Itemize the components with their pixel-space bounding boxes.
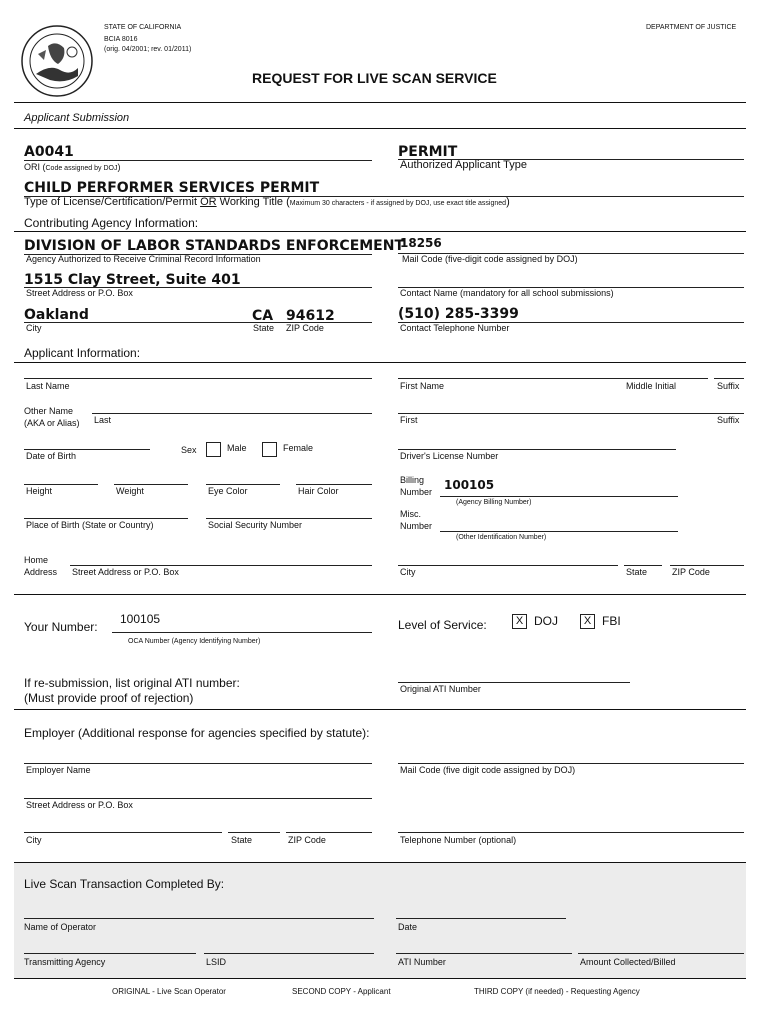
state-label: State (253, 323, 275, 333)
male-checkbox[interactable] (206, 442, 221, 457)
ssn-label: Social Security Number (208, 520, 303, 530)
billing-label: Billing (400, 475, 425, 485)
operator-name-line[interactable] (24, 918, 374, 919)
employer-city-label: City (26, 835, 42, 845)
aka-label: (AKA or Alias) (24, 418, 80, 428)
suffix-label: Suffix (717, 381, 740, 391)
transmitting-agency-label: Transmitting Agency (24, 957, 106, 967)
employer-zip-line[interactable] (286, 832, 372, 833)
weight-line[interactable] (114, 484, 188, 485)
home-zip-line[interactable] (670, 565, 744, 566)
hair-color-label: Hair Color (298, 486, 339, 496)
home-city-label: City (400, 567, 416, 577)
employer-phone-line[interactable] (398, 832, 744, 833)
city-value[interactable]: Oakland (24, 307, 89, 323)
employer-city-line[interactable] (24, 832, 222, 833)
dl-line[interactable] (398, 449, 676, 450)
ori-line (24, 160, 372, 161)
divider (14, 231, 746, 232)
employer-state-label: State (231, 835, 253, 845)
eye-color-line[interactable] (206, 484, 280, 485)
employer-mail-code-line[interactable] (398, 763, 744, 764)
employer-mail-code-label: Mail Code (five digit code assigned by DOJ) (400, 765, 576, 775)
misc-label-2: Number (400, 521, 433, 531)
street-label: Street Address or P.O. Box (26, 288, 133, 298)
form-title: REQUEST FOR LIVE SCAN SERVICE (252, 70, 497, 86)
divider (14, 594, 746, 595)
suffix-line[interactable] (714, 378, 744, 379)
resubmission-note: (Must provide proof of rejection) (24, 691, 194, 705)
home-street-line[interactable] (70, 565, 372, 566)
billing-label-2: Number (400, 487, 433, 497)
phone-label: Contact Telephone Number (400, 323, 510, 333)
home-city-line[interactable] (398, 565, 618, 566)
form-id: BCIA 8016 (104, 36, 138, 43)
employer-state-line[interactable] (228, 832, 280, 833)
dob-label: Date of Birth (26, 451, 77, 461)
oca-label: OCA Number (Agency Identifying Number) (128, 638, 261, 645)
aka-last-label: Last (94, 415, 112, 425)
male-label: Male (227, 443, 247, 453)
applicant-type-label: Authorized Applicant Type (400, 159, 527, 171)
resubmission-text: If re-submission, list original ATI number: (24, 676, 240, 690)
footer-copy-original: ORIGINAL - Live Scan Operator (112, 987, 226, 996)
dl-label: Driver's License Number (400, 451, 499, 461)
billing-sub-label: (Agency Billing Number) (456, 499, 532, 506)
first-name-line[interactable] (398, 378, 708, 379)
height-line[interactable] (24, 484, 98, 485)
agency-label: Agency Authorized to Receive Criminal Record Information (26, 254, 261, 264)
department-name: DEPARTMENT OF JUSTICE (646, 24, 737, 31)
employer-name-label: Employer Name (26, 765, 91, 775)
ori-value[interactable]: A0041 (24, 144, 74, 160)
misc-label: Misc. (400, 509, 421, 519)
applicant-type-value[interactable]: PERMIT (398, 144, 458, 160)
ssn-line[interactable] (206, 518, 372, 519)
transmitting-agency-line[interactable] (24, 953, 196, 954)
lsid-label: LSID (206, 957, 227, 967)
ori-label: ORI (Code assigned by DOJ) (24, 162, 121, 172)
section-heading-applicant-submission: Applicant Submission (24, 112, 130, 124)
aka-first-label: First (400, 415, 418, 425)
operator-name-label: Name of Operator (24, 922, 97, 932)
ati-number-line[interactable] (396, 953, 572, 954)
form-revision: (orig. 04/2001; rev. 01/2011) (104, 46, 192, 53)
home-state-line[interactable] (624, 565, 662, 566)
license-type-value[interactable]: CHILD PERFORMER SERVICES PERMIT (24, 180, 320, 196)
fbi-label: FBI (602, 614, 621, 628)
employer-name-line[interactable] (24, 763, 372, 764)
middle-initial-label: Middle Initial (626, 381, 677, 391)
hair-color-line[interactable] (296, 484, 372, 485)
female-checkbox[interactable] (262, 442, 277, 457)
pob-line[interactable] (24, 518, 188, 519)
divider (14, 128, 746, 129)
home-zip-label: ZIP Code (672, 567, 710, 577)
aka-first-line[interactable] (398, 413, 744, 414)
license-type-label: Type of License/Certification/Permit OR Working Title (Maximum 30 characters - if assigned by DOJ, use exact title assigned) (24, 196, 510, 208)
home-street-label: Street Address or P.O. Box (72, 567, 179, 577)
last-name-label: Last Name (26, 381, 70, 391)
section-heading-employer: Employer (Additional response for agencies specified by statute): (24, 726, 370, 740)
amount-line[interactable] (578, 953, 744, 954)
height-label: Height (26, 486, 53, 496)
section-heading-applicant-info: Applicant Information: (24, 346, 141, 360)
state-seal-logo (20, 24, 94, 98)
aka-last-line[interactable] (92, 413, 372, 414)
your-number-label: Your Number: (24, 620, 98, 634)
street-value[interactable]: 1515 Clay Street, Suite 401 (24, 272, 241, 288)
lsid-line[interactable] (204, 953, 374, 954)
employer-street-line[interactable] (24, 798, 372, 799)
state-value[interactable]: CA (252, 308, 274, 324)
city-label: City (26, 323, 42, 333)
doj-label: DOJ (534, 614, 558, 628)
divider (14, 709, 746, 710)
dob-line[interactable] (24, 449, 150, 450)
weight-label: Weight (116, 486, 144, 496)
agency-value[interactable]: DIVISION OF LABOR STANDARDS ENFORCEMENT (24, 238, 405, 254)
misc-sub-label: (Other Identification Number) (456, 534, 547, 541)
divider (14, 362, 746, 363)
your-number-value[interactable]: 100105 (120, 612, 161, 626)
state-name: STATE OF CALIFORNIA (104, 24, 182, 31)
zip-value[interactable]: 94612 (286, 308, 335, 324)
zip-label: ZIP Code (286, 323, 324, 333)
address-label: Address (24, 567, 58, 577)
doj-checkbox[interactable]: X (512, 614, 527, 629)
female-label: Female (283, 443, 314, 453)
date-line[interactable] (396, 918, 566, 919)
home-state-label: State (626, 567, 648, 577)
amount-label: Amount Collected/Billed (580, 957, 676, 967)
phone-value[interactable]: (510) 285-3399 (398, 306, 519, 322)
last-name-line[interactable] (24, 378, 372, 379)
contact-name-label: Contact Name (mandatory for all school submissions) (400, 288, 614, 298)
billing-number-value[interactable]: 100105 (444, 478, 495, 492)
misc-number-line[interactable] (440, 531, 678, 532)
eye-color-label: Eye Color (208, 486, 248, 496)
footer-copy-third: THIRD COPY (if needed) - Requesting Agency (474, 987, 640, 996)
aka-suffix-label: Suffix (717, 415, 740, 425)
sex-label: Sex (181, 445, 197, 455)
employer-street-label: Street Address or P.O. Box (26, 800, 133, 810)
date-label: Date (398, 922, 418, 932)
divider (14, 978, 746, 979)
footer-copy-second: SECOND COPY - Applicant (292, 987, 391, 996)
billing-number-line (440, 496, 678, 497)
mail-code-label: Mail Code (five-digit code assigned by DOJ) (402, 254, 578, 264)
divider (14, 862, 746, 863)
other-name-label: Other Name (24, 406, 74, 416)
level-of-service-label: Level of Service: (398, 618, 487, 632)
fbi-checkbox[interactable]: X (580, 614, 595, 629)
mail-code-value[interactable]: 18256 (400, 236, 442, 250)
pob-label: Place of Birth (State or Country) (26, 520, 154, 530)
ati-number-label: ATI Number (398, 957, 446, 967)
your-number-line (112, 632, 372, 633)
home-label: Home (24, 555, 49, 565)
section-heading-live-scan: Live Scan Transaction Completed By: (24, 877, 225, 891)
original-ati-line[interactable] (398, 682, 630, 683)
section-heading-contributing-agency: Contributing Agency Information: (24, 216, 199, 230)
original-ati-label: Original ATI Number (400, 684, 481, 694)
employer-phone-label: Telephone Number (optional) (400, 835, 517, 845)
divider (14, 102, 746, 103)
employer-zip-label: ZIP Code (288, 835, 326, 845)
first-name-label: First Name (400, 381, 445, 391)
